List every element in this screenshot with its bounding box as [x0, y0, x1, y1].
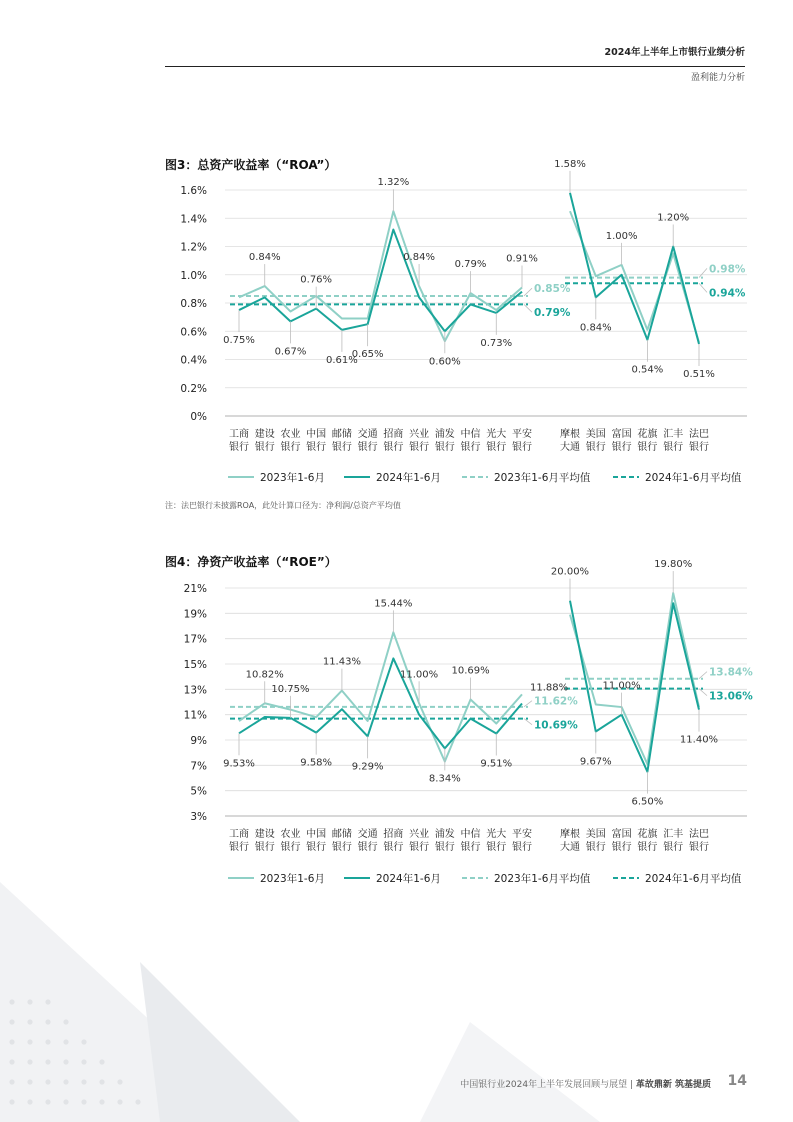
data-label: 8.34%	[428, 773, 461, 785]
x-category-label: 美国	[585, 429, 606, 440]
y-tick-label: 17%	[183, 633, 207, 646]
y-tick-label: 5%	[190, 785, 207, 798]
y-tick-label: 15%	[183, 659, 207, 671]
x-category-label: 银行	[229, 842, 249, 853]
x-category-label: 银行	[383, 442, 404, 453]
data-label: 20.00%	[550, 566, 590, 578]
fig4-title: 图4：净资产收益率（“ROE”）	[165, 555, 337, 569]
data-label: 11.40%	[679, 734, 719, 746]
x-category-label: 银行	[280, 842, 301, 853]
x-category-label: 工商	[229, 829, 249, 840]
x-category-label: 银行	[486, 842, 507, 853]
x-category-label: 法巴	[689, 429, 709, 440]
x-category-label: 光大	[486, 829, 507, 840]
data-label: 6.50%	[631, 796, 664, 808]
x-category-label: 银行	[331, 442, 352, 453]
x-category-label: 银行	[637, 842, 658, 853]
data-label: 19.80%	[654, 559, 693, 571]
x-category-label: 光大	[486, 429, 507, 440]
section-subtitle: 盈利能力分析	[690, 73, 745, 83]
data-label: 9.58%	[300, 757, 333, 769]
x-category-label: 大通	[560, 442, 580, 453]
x-category-label: 邮储	[331, 829, 352, 840]
average-label-2024: 0.79%	[534, 307, 571, 320]
data-label: 10.82%	[245, 669, 284, 681]
x-category-label: 大通	[560, 842, 580, 853]
data-label: 0.79%	[454, 259, 487, 271]
x-category-label: 法巴	[689, 829, 709, 840]
data-label: 9.51%	[480, 758, 513, 770]
x-category-label: 平安	[512, 429, 532, 440]
y-tick-label: 1.0%	[180, 269, 207, 282]
x-category-label: 中信	[460, 829, 481, 840]
x-category-label: 建设	[254, 829, 275, 840]
x-category-label: 银行	[512, 442, 532, 453]
x-category-label: 银行	[409, 842, 430, 853]
data-label: 1.32%	[377, 177, 410, 189]
x-category-label: 银行	[689, 442, 709, 453]
y-tick-label: 7%	[190, 760, 207, 773]
data-label: 0.84%	[248, 252, 281, 264]
average-label-2024: 13.06%	[709, 690, 753, 703]
x-category-label: 银行	[663, 842, 684, 853]
x-category-label: 银行	[434, 842, 455, 853]
average-label-2024: 10.69%	[534, 719, 578, 732]
x-category-label: 银行	[585, 442, 606, 453]
x-category-label: 银行	[280, 442, 301, 453]
data-label: 11.00%	[400, 669, 439, 681]
data-label: 9.29%	[351, 761, 384, 773]
page-number: 14	[727, 1073, 747, 1089]
legend-label: 2024年1-6月平均值	[645, 472, 742, 484]
data-label: 0.60%	[428, 356, 461, 368]
x-category-label: 摩根	[560, 829, 580, 840]
x-category-label: 银行	[611, 842, 632, 853]
x-category-label: 银行	[689, 842, 709, 853]
x-category-label: 摩根	[560, 429, 580, 440]
x-category-label: 银行	[383, 842, 404, 853]
x-category-label: 银行	[254, 842, 275, 853]
legend-label: 2023年1-6月平均值	[494, 873, 591, 885]
x-category-label: 银行	[357, 442, 378, 453]
y-tick-label: 0.2%	[180, 382, 207, 395]
x-category-label: 中国	[306, 429, 327, 440]
legend-label: 2024年1-6月	[376, 472, 441, 484]
x-category-label: 中信	[460, 429, 481, 440]
footer-tagline: 革故鼎新 筑基提质	[635, 1080, 711, 1090]
series-line-2024	[239, 230, 522, 332]
data-label: 0.73%	[480, 337, 513, 349]
data-label: 9.67%	[579, 756, 612, 768]
y-tick-label: 9%	[190, 735, 207, 747]
x-category-label: 农业	[280, 429, 301, 440]
data-label: 1.00%	[605, 230, 638, 242]
average-label-2023: 13.84%	[709, 666, 753, 679]
data-label: 0.51%	[683, 368, 715, 380]
data-label: 0.61%	[326, 354, 358, 366]
x-category-label: 银行	[229, 442, 249, 453]
average-label-2023: 0.98%	[709, 263, 746, 276]
x-category-label: 建设	[254, 429, 275, 440]
x-category-label: 银行	[409, 442, 430, 453]
y-tick-label: 19%	[183, 608, 207, 621]
average-label-2023: 11.62%	[534, 695, 578, 708]
data-label: 0.67%	[274, 346, 307, 358]
x-category-label: 银行	[585, 842, 606, 853]
fig3-note: 注：法巴银行未披露ROA，此处计算口径为：净利润/总资产平均值	[165, 501, 401, 510]
header-rule	[165, 66, 745, 67]
data-label: 0.54%	[631, 364, 664, 376]
data-label: 15.44%	[374, 598, 413, 610]
y-tick-label: 13%	[183, 684, 207, 697]
y-tick-label: 11%	[183, 709, 207, 722]
x-category-label: 富国	[611, 829, 632, 840]
leader-line	[699, 672, 707, 679]
x-category-label: 银行	[486, 442, 507, 453]
x-category-label: 银行	[512, 842, 532, 853]
y-tick-label: 3%	[190, 811, 207, 823]
legend-label: 2023年1-6月平均值	[494, 472, 591, 484]
x-category-label: 银行	[434, 442, 455, 453]
x-category-label: 富国	[611, 429, 632, 440]
x-category-label: 招商	[383, 429, 404, 440]
x-category-label: 农业	[280, 829, 301, 840]
data-label: 1.20%	[657, 212, 690, 224]
x-category-label: 银行	[637, 442, 658, 453]
average-label-2024: 0.94%	[709, 287, 746, 300]
data-label: 11.88%	[530, 682, 569, 694]
footer-text	[460, 1077, 711, 1090]
x-category-label: 邮储	[331, 429, 352, 440]
fig3-title: 图3：总资产收益率（“ROA”）	[165, 158, 337, 172]
x-category-label: 银行	[663, 442, 684, 453]
data-label: 10.69%	[451, 665, 490, 677]
data-label: 11.00%	[602, 680, 641, 692]
data-label: 9.53%	[223, 758, 255, 770]
x-category-label: 花旗	[637, 429, 658, 440]
leader-line	[699, 283, 707, 292]
x-category-label: 汇丰	[663, 429, 684, 440]
legend-label: 2023年1-6月	[260, 472, 325, 484]
report-title: 2024年上半年上市银行业绩分析	[604, 47, 745, 58]
x-category-label: 中国	[306, 829, 327, 840]
data-label: 0.84%	[403, 252, 435, 264]
data-label: 0.76%	[300, 274, 333, 286]
x-category-label: 平安	[512, 829, 532, 840]
leader-line	[699, 268, 707, 277]
x-category-label: 花旗	[637, 829, 658, 840]
x-category-label: 银行	[460, 442, 481, 453]
footer-report-name: 中国银行业2024年上半年发展回顾与展望 |	[460, 1080, 636, 1090]
y-tick-label: 0.4%	[180, 354, 207, 367]
y-tick-label: 1.4%	[180, 213, 207, 226]
x-category-label: 银行	[460, 842, 481, 853]
x-category-label: 银行	[306, 442, 327, 453]
legend-label: 2024年1-6月	[376, 873, 441, 885]
data-label: 0.91%	[506, 253, 538, 265]
x-category-label: 银行	[306, 842, 327, 853]
y-tick-label: 0.6%	[180, 326, 207, 339]
x-category-label: 兴业	[409, 429, 430, 440]
x-category-label: 工商	[229, 429, 249, 440]
data-label: 0.75%	[223, 335, 255, 347]
x-category-label: 银行	[611, 442, 632, 453]
x-category-label: 交通	[357, 829, 378, 840]
x-category-label: 浦发	[434, 429, 455, 440]
legend-label: 2023年1-6月	[260, 873, 325, 885]
data-label: 11.43%	[322, 656, 361, 668]
legend-label: 2024年1-6月平均值	[645, 873, 742, 885]
x-category-label: 交通	[357, 429, 378, 440]
x-category-label: 汇丰	[663, 829, 684, 840]
y-tick-label: 0.8%	[180, 298, 207, 310]
average-label-2023: 0.85%	[534, 283, 571, 296]
leader-line	[524, 288, 532, 296]
x-category-label: 美国	[585, 829, 606, 840]
x-category-label: 招商	[383, 829, 404, 840]
y-tick-label: 0%	[190, 411, 207, 423]
y-tick-label: 1.2%	[180, 241, 207, 254]
data-label: 0.84%	[579, 322, 612, 334]
data-label: 1.58%	[554, 158, 586, 170]
y-tick-label: 21%	[183, 583, 207, 595]
data-label: 0.65%	[351, 349, 384, 361]
x-category-label: 银行	[331, 842, 352, 853]
y-tick-label: 1.6%	[180, 185, 207, 197]
leader-line	[524, 304, 532, 312]
x-category-label: 银行	[357, 842, 378, 853]
x-category-label: 浦发	[434, 829, 455, 840]
x-category-label: 兴业	[409, 829, 430, 840]
x-category-label: 银行	[254, 442, 275, 453]
data-label: 10.75%	[271, 683, 310, 695]
